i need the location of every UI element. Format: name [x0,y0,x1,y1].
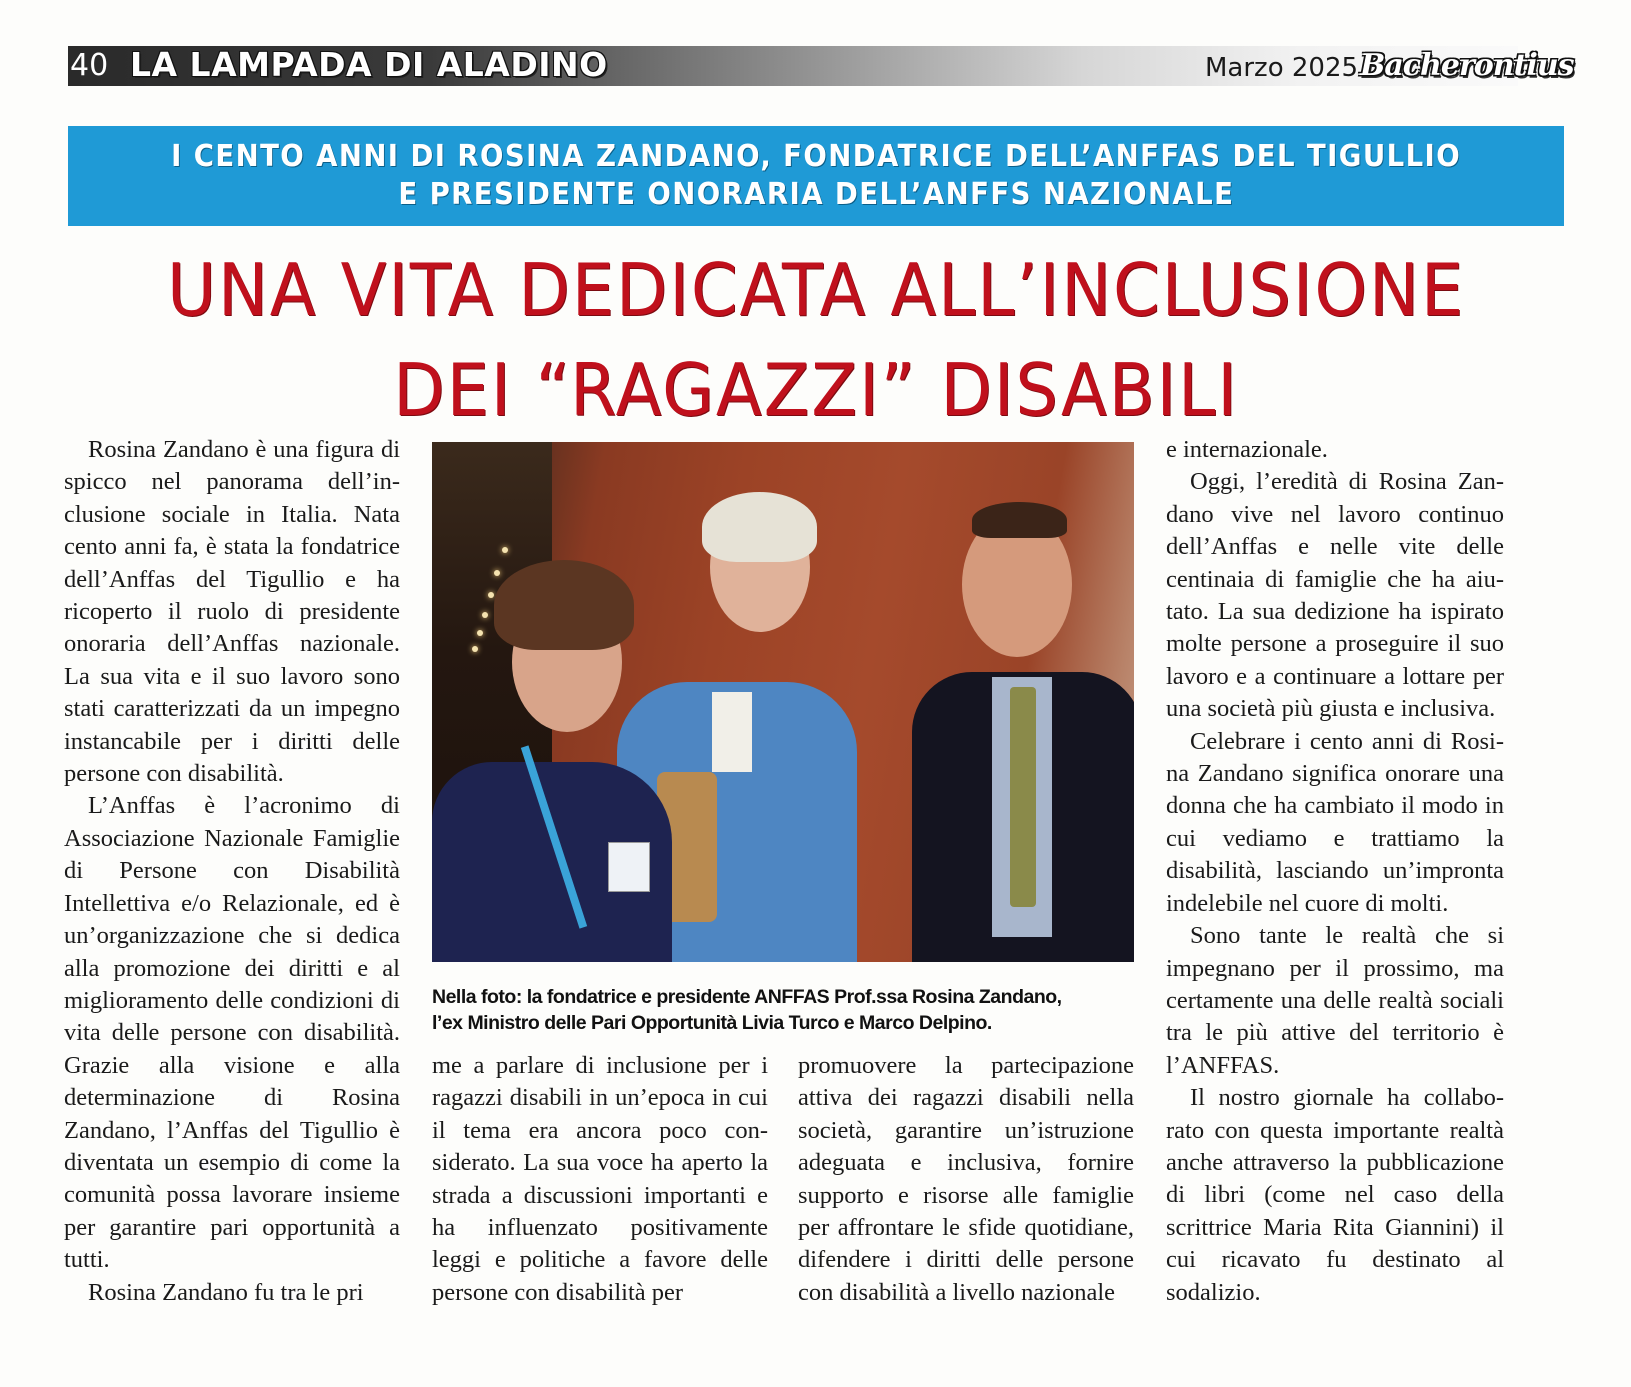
caption-line-2: l’ex Ministro delle Pari Opportunità Livia Turco e Marco Delpino. [432,1012,992,1034]
page-number: 40 [70,48,109,83]
paragraph: Celebrare i cento anni di Rosina Zandano significa onorare una donna che ha cambiato il modo in cui vediamo e trattiamo la disabilità, lasciando un’impronta indelebile nel cuore di molti. [1166,727,1504,917]
ceiling-light [477,630,483,636]
caption-line-1: Nella foto: la fondatrice e presidente ANFFAS Prof.ssa Rosina Zandano, [432,986,1062,1008]
paragraph: Sono tante le realtà che si impegnano per il prossimo, ma certamente una delle realtà sociali tra le più attive del territorio è l’ANFFAS. [1166,922,1504,1079]
section-title: LA LAMPADA DI ALADINO [130,45,608,84]
article-photo [432,442,1134,962]
person-left-hair [494,560,634,650]
kicker-banner [68,126,1564,226]
paragraph: e internazionale. [1166,436,1328,463]
kicker-line-2: E PRESIDENTE ONORARIA DELL’ANFFS NAZIONALE [397,177,1235,212]
headline-line-2: DEI “RAGAZZI” DISABILI [393,348,1239,432]
headline [68,240,1564,440]
ceiling-light [502,547,508,553]
paragraph: Il nostro giornale ha collaborato con questa importante realtà anche attraverso la pubblicazione di libri (come nel caso della scrittrice Maria Rita Giannini) il cui ricavato fu destinato al sodalizio. [1166,1084,1504,1306]
paragraph: L’Anffas è l’acronimo di Associazione Nazionale Famiglie di Persone con Disabilità Intellettiva e/o Relazionale, ed è un’organizzazione che si dedica alla promozione dei diritti e al miglioramento delle condizioni di vita delle persone con disabilità. Grazie alla visione e alla determinazione di Rosina Zandano, l’Anffas del Tigullio è diventata un esempio di come la comunità possa lavorare insieme per garantire pari opportunità a tutti. [64,792,400,1274]
masthead-logo: Bacherontius [1360,48,1574,83]
name-badge [608,842,650,892]
paragraph: Rosina Zandano è una figura di spicco nel panorama dell’inclusione sociale in Italia. Nata cento anni fa, è stata la fondatrice dell’Anffas del Tigullio e ha ricoperto il ruolo di presidente onoraria dell’Anffas nazionale. La sua vita e il suo lavoro sono stati caratterizzati da un impegno instancabile per i diritti delle persone con disabilità. [64,436,400,788]
article-column-2 [432,1050,768,1309]
article-column-1 [64,434,400,1309]
headline-line-1: UNA VITA DEDICATA ALL’INCLUSIONE [166,248,1466,332]
paragraph: Oggi, l’eredità di Rosina Zandano vive nel lavoro continuo dell’Anffas e nelle vite delle centinaia di famiglie che ha aiutato. La sua dedizione ha ispirato molte persone a proseguire il suo lavoro e a continuare a lottare per una società più giusta e inclusiva. [1166,468,1504,723]
paragraph: Rosina Zandano fu tra le pri [88,1278,364,1306]
ceiling-light [488,592,494,598]
issue-date: Marzo 2025 [1205,53,1359,83]
ceiling-light [482,612,488,618]
tie [1010,687,1036,907]
ceiling-light [494,570,500,576]
article-column-4 [1166,434,1504,1309]
paragraph: promuovere la partecipazione attiva dei ragazzi disabili nella società, garantire un’istruzione adeguata e inclusiva, fornire supporto e risorse alle famiglie per affrontare le sfide quotidiane, difendere i diritti delle persone con disabilità a livello nazionale [798,1052,1134,1306]
ceiling-light [472,646,478,652]
article-column-3 [798,1050,1134,1309]
photo-caption [432,984,1152,1036]
paragraph: me a parlare di inclusione per i ragazzi disabili in un’epoca in cui il tema era ancora poco considerato. La sua voce ha aperto la strada a discussioni importanti e ha influenzato positivamente leggi e politiche a favore delle persone con disabilità per [432,1052,768,1306]
kicker-line-1: I CENTO ANNI DI ROSINA ZANDANO, FONDATRICE DELL’ANFFAS DEL TIGULLIO [171,139,1461,174]
person-right-hair [972,502,1067,538]
person-center-hair [702,492,817,562]
person-center-shirt [712,692,752,772]
